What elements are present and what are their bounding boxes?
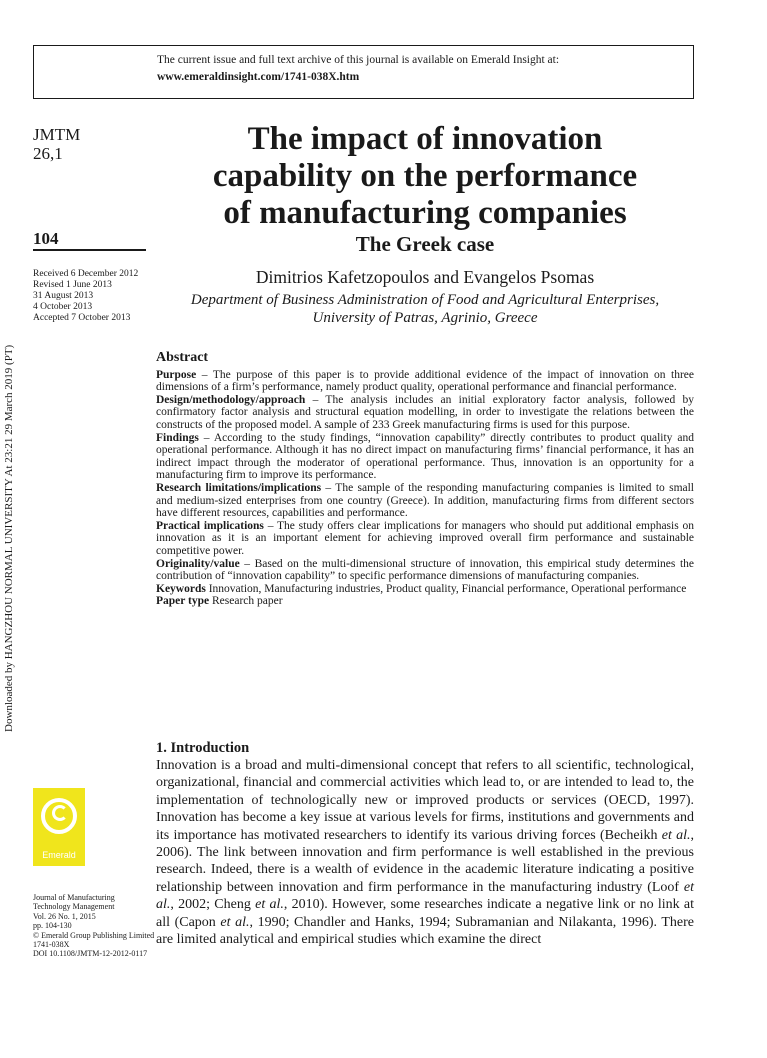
abstract-findings — [156, 432, 694, 482]
abstract-label: Keywords — [156, 582, 206, 595]
abstract-design — [156, 394, 694, 432]
abstract-paper-type — [156, 595, 694, 608]
history-received: Received 6 December 2012 — [33, 269, 139, 279]
history-accepted: Accepted 7 October 2013 — [33, 313, 131, 323]
journal-info-line: Vol. 26 No. 1, 2015 — [33, 911, 96, 921]
abstract-label: Paper type — [156, 595, 210, 608]
emerald-logo-inner-icon — [52, 805, 68, 821]
abstract-text: – According to the study findings, “innovation capability” directly contributes to product quality and operational performance. Although it has no direct impact on manufacturing firms’ financial performance, it has an indirect impact through the moderator of operational performance. Thus, innovation is an opportunity for a manufacturing firm to improve its performance. — [156, 431, 694, 482]
abstract-text: Research paper — [209, 595, 283, 608]
paper-title — [160, 121, 690, 232]
abstract-label: Research limitations/implications — [156, 481, 322, 494]
title-line-2: capability on the performance — [212, 158, 638, 194]
author-affiliation — [156, 291, 694, 327]
intro-text: Innovation is a broad and multi-dimensional concept that refers to all scientific, technological, organizational, financial and commercial activities which lead to, or are intended to lead to, the implementation of technologically new or improved products or services (OECD, 1997). Innovation has become a key issue at various levels for firms, institutions and governments and its importance has motivated researchers to identify its various driving forces (Becheikh — [156, 758, 694, 843]
intro-text: , 2010). However, some researches indicate a negative link or no link at all (Capon — [156, 897, 694, 930]
journal-info-line: 1741-038X — [33, 940, 70, 950]
abstract — [156, 352, 694, 608]
header-box — [33, 45, 694, 99]
emerald-logo — [33, 788, 85, 866]
history-revised-1: Revised 1 June 2013 — [33, 280, 112, 290]
page-number-rule — [33, 249, 146, 251]
abstract-label: Design/methodology/approach — [156, 393, 306, 406]
history-revised-3: 4 October 2013 — [33, 302, 93, 312]
intro-etal: et al. — [255, 897, 284, 913]
abstract-keywords — [156, 583, 694, 596]
journal-info-doi: DOI 10.1108/JMTM-12-2012-0117 — [33, 949, 148, 959]
abstract-text: – The sample of the responding manufacturing companies is limited to small and medium-sized enterprises from one country (Greece). In addition, manufacturing firms from different sectors have different resources, capabilities and performance. — [156, 481, 695, 520]
abstract-label: Originality/value — [156, 557, 240, 570]
abstract-heading: Abstract — [156, 350, 209, 365]
header-archive-note: The current issue and full text archive of this journal is available on Emerald Insight at: — [157, 54, 560, 66]
journal-info-line: Journal of Manufacturing — [33, 893, 115, 902]
abstract-label: Practical implications — [156, 519, 264, 532]
journal-info-line: © Emerald Group Publishing Limited — [33, 930, 155, 940]
download-watermark: Downloaded by HANGZHOU NORMAL UNIVERSITY At 23:21 29 March 2019 (PT) — [3, 344, 15, 732]
journal-volume: 26,1 — [33, 144, 63, 163]
intro-etal: et al. — [220, 914, 250, 930]
emerald-logo-text: Emerald — [42, 850, 76, 860]
abstract-label: Purpose — [156, 368, 197, 381]
title-line-1: The impact of innovation — [247, 121, 603, 157]
journal-name: JMTM — [33, 125, 81, 144]
affiliation-line-2: University of Patras, Agrinio, Greece — [312, 310, 538, 326]
abstract-practical — [156, 520, 694, 558]
abstract-purpose — [156, 369, 694, 394]
intro-etal: et al. — [156, 879, 694, 913]
header-url[interactable]: www.emeraldinsight.com/1741-038X.htm — [157, 71, 360, 83]
journal-info — [33, 893, 154, 959]
intro-etal: et al. — [661, 827, 691, 843]
abstract-text: Innovation, Manufacturing industries, Product quality, Financial performance, Operational performance — [205, 582, 687, 595]
abstract-text: – The study offers clear implications for managers who should put additional emphasis on innovation as it is an important element for achieving improved overall firm performance and sustainable competitive power. — [156, 519, 694, 557]
abstract-text: – Based on the multi-dimensional structure of innovation, this empirical study determines the contribution of “innovation capability” to specific performance dimensions of manufacturing companies. — [156, 557, 694, 583]
title-line-3: of manufacturing companies — [223, 195, 627, 231]
abstract-limitations — [156, 482, 694, 520]
abstract-text: – The purpose of this paper is to provide additional evidence of the impact of innovation on three dimensions of a firm’s performance, namely product quality, operational performance and financial performance. — [156, 368, 694, 394]
paper-subtitle: The Greek case — [355, 232, 495, 256]
affiliation-line-1: Department of Business Administration of Food and Agricultural Enterprises, — [190, 292, 660, 308]
abstract-text: – The analysis includes an initial exploratory factor analysis, followed by confirmatory factor analysis and structural equation modelling, in order to investigate the relations between the constructs of the proposed model. A sample of 233 Greek manufacturing firms is used for this purpose. — [156, 393, 694, 431]
history-revised-2: 31 August 2013 — [33, 291, 94, 301]
paper-authors: Dimitrios Kafetzopoulos and Evangelos Psomas — [255, 267, 595, 287]
journal-info-line: pp. 104-130 — [33, 921, 72, 931]
section-heading-introduction: 1. Introduction — [156, 740, 250, 756]
article-history — [33, 269, 138, 324]
abstract-originality — [156, 558, 694, 583]
intro-text: , 2006). The link between innovation and firm performance is well established in the previous research. Indeed, there is a wealth of evidence in the academic literature indicating a positive relationship between innovation and firm performance in the manufacturing industry (Loof — [156, 827, 694, 895]
page-number: 104 — [33, 229, 59, 248]
intro-text: , 1990; Chandler and Hanks, 1994; Subramanian and Nilakanta, 1996). There are limited analytical and empirical studies which examine the direct — [156, 914, 694, 948]
intro-text: , 2002; Cheng — [170, 897, 256, 913]
journal-info-line: Technology Management — [33, 902, 115, 912]
abstract-label: Findings — [156, 431, 199, 444]
introduction-paragraph — [156, 757, 694, 948]
journal-abbreviation — [33, 125, 80, 163]
